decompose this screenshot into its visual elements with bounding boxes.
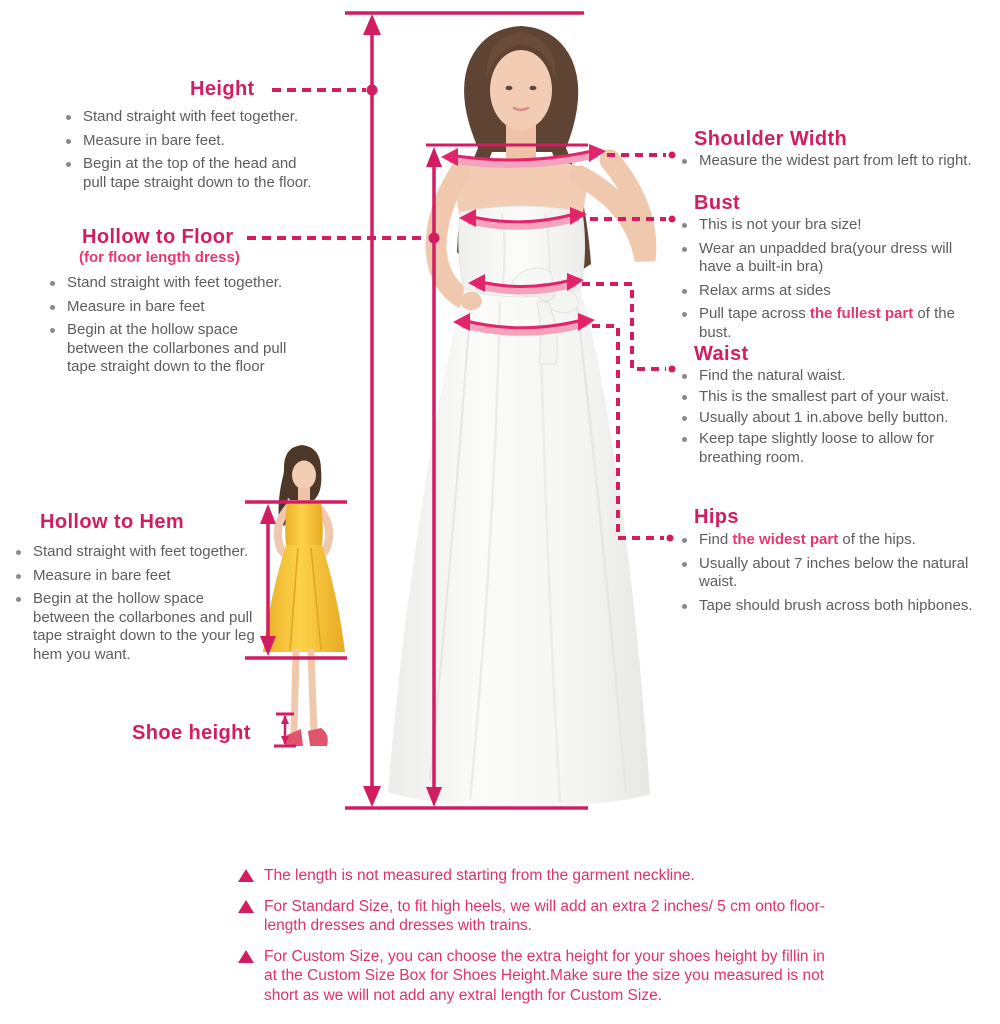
instruction-bullet: Wear an unpadded bra(your dress will have a built-in bra) [678, 240, 974, 277]
small-model-face [292, 461, 316, 490]
instruction-bullet: Stand straight with feet together. [46, 274, 296, 293]
instruction-bullet: This is not your bra size! [678, 216, 974, 235]
connector-dot [669, 152, 676, 159]
instruction-bullet: Begin at the top of the head and pull tape straight down to the floor. [62, 155, 324, 192]
instruction-bullet: Stand straight with feet together. [62, 108, 324, 127]
shoe-height-label: Shoe height [132, 722, 251, 744]
instruction-bullet: Keep tape slightly loose to allow for breathing room. [678, 430, 980, 467]
instruction-bullet: Pull tape across the fullest part of the bust. [678, 305, 974, 342]
note-text: For Custom Size, you can choose the extra height for your shoes height by fillin in at the Custom Size Box for Shoes Height.Make sure the size you measured is not short as we will not add any extral length for Custom Size. [264, 947, 825, 1004]
yellow-dress-bodice [285, 504, 323, 545]
warning-triangle-icon [238, 950, 254, 963]
model-face [490, 50, 552, 130]
warning-triangle-icon [238, 869, 254, 882]
instruction-bullet: Begin at the hollow space between the collarbones and pull tape straight down to the floor [46, 321, 296, 377]
instruction-bullet: Usually about 1 in.above belly button. [678, 409, 980, 428]
yellow-dress-skirt [263, 545, 345, 652]
instruction-bullet: Usually about 7 inches below the natural waist. [678, 555, 983, 592]
instruction-bullet: Find the widest part of the hips. [678, 531, 983, 550]
note-text: The length is not measured starting from the garment neckline. [264, 867, 695, 884]
instruction-bullet: Tape should brush across both hipbones. [678, 597, 983, 616]
note-item [238, 866, 848, 886]
instruction-bullet: Measure in bare feet. [62, 132, 324, 151]
main-model-illustration [388, 26, 650, 806]
pink-shoe [308, 728, 328, 746]
hollow-to-hem-section [12, 510, 272, 669]
highlight-text: the widest part [732, 531, 839, 548]
hips-section [678, 505, 993, 620]
hips-title: Hips [694, 506, 739, 528]
hollow-to-floor-title: Hollow to Floor [82, 226, 234, 248]
instruction-bullet: Find the natural waist. [678, 367, 980, 386]
footer-notes [238, 866, 848, 1016]
warning-triangle-icon [238, 900, 254, 913]
connector-dot [667, 535, 674, 542]
hollow-to-floor-section [46, 225, 366, 382]
connector-dot [367, 85, 378, 96]
instruction-bullet: Stand straight with feet together. [12, 543, 260, 562]
dress-skirt [388, 290, 650, 806]
note-text: For Standard Size, to fit high heels, we will add an extra 2 inches/ 5 cm onto floor-length dresses and dresses with trains. [264, 897, 825, 934]
connector-dot [669, 366, 676, 373]
waist-section [678, 342, 990, 470]
bust-section [678, 191, 990, 347]
instruction-bullet: Begin at the hollow space between the collarbones and pull tape straight down to the your leg hem you want. [12, 590, 260, 664]
instruction-bullet: This is the smallest part of your waist. [678, 388, 980, 407]
small-model-illustration [263, 445, 345, 746]
connector-dot [669, 216, 676, 223]
height-title: Height [190, 78, 255, 100]
waist-title: Waist [694, 343, 749, 365]
instruction-bullet: Relax arms at sides [678, 282, 974, 301]
instruction-bullet: Measure the widest part from left to right. [678, 152, 993, 171]
hollow-to-hem-title: Hollow to Hem [40, 511, 185, 533]
shoulder-width-section [678, 127, 993, 176]
height-section [62, 77, 362, 197]
hollow-to-floor-subtitle: (for floor length dress) [79, 249, 240, 266]
model-right-arm [580, 160, 646, 260]
highlight-text: the fullest part [809, 305, 914, 322]
connector-dot [429, 233, 440, 244]
bust-title: Bust [694, 192, 741, 214]
note-item [238, 947, 848, 1006]
shoulder-width-title: Shoulder Width [694, 128, 848, 150]
instruction-bullet: Measure in bare feet [46, 298, 296, 317]
note-item [238, 897, 848, 936]
instruction-bullet: Measure in bare feet [12, 567, 260, 586]
model-hand [460, 292, 482, 310]
